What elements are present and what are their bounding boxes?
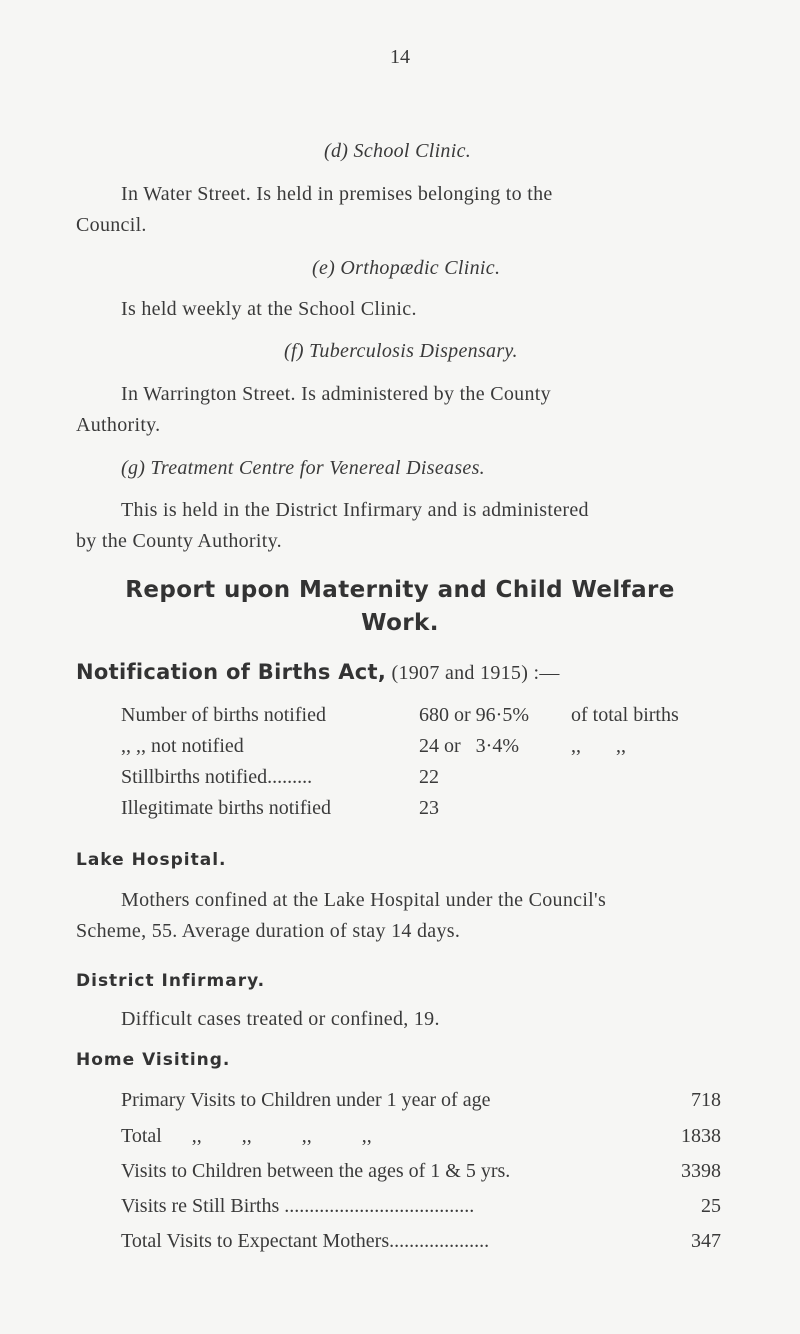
notification-row <box>121 766 721 796</box>
section-title: Orthopædic Clinic. <box>340 257 501 279</box>
lake-hospital-text-1: Mothers confined at the Lake Hospital under the Council's <box>121 889 607 911</box>
vd-centre-text-1: This is held in the District Infirmary and is administered <box>121 499 589 521</box>
report-heading-line1: Report upon Maternity and Child Welfare <box>125 577 675 603</box>
school-clinic-heading <box>324 140 471 163</box>
visiting-row <box>121 1089 721 1119</box>
school-clinic-text-2: Council. <box>76 214 147 236</box>
vd-centre-heading <box>121 457 485 480</box>
notification-row <box>121 735 721 765</box>
row-value: 23 <box>419 797 439 819</box>
lake-hospital-text-2: Scheme, 55. Average duration of stay 14 days. <box>76 920 461 942</box>
school-clinic-text-1: In Water Street. Is held in premises belonging to the <box>121 183 553 205</box>
row-suffix: ,, ,, <box>571 735 626 757</box>
row-suffix: of total births <box>571 704 679 726</box>
vd-centre-text-2: by the County Authority. <box>76 530 282 552</box>
visiting-row <box>121 1160 721 1190</box>
row-value: 680 or 96·5% <box>419 704 529 726</box>
row-label: Illegitimate births notified <box>121 797 331 819</box>
notification-row <box>121 704 721 734</box>
page-number: 14 <box>390 46 410 68</box>
row-label: Primary Visits to Children under 1 year of age <box>121 1089 491 1111</box>
row-label: Visits re Still Births ...................................... <box>121 1195 475 1217</box>
visiting-row <box>121 1195 721 1225</box>
ortho-clinic-text-1: Is held weekly at the School Clinic. <box>121 298 417 320</box>
row-value: 1838 <box>681 1125 721 1147</box>
row-label: Total Visits to Expectant Mothers.................... <box>121 1230 490 1252</box>
report-heading-line2: Work. <box>361 610 439 636</box>
row-label: Visits to Children between the ages of 1 & 5 yrs. <box>121 1160 511 1182</box>
row-value: 24 or 3·4% <box>419 735 519 757</box>
row-label: Total ,, ,, ,, ,, <box>121 1125 372 1147</box>
visiting-row <box>121 1230 721 1260</box>
section-title: School Clinic. <box>353 140 472 162</box>
row-value: 718 <box>691 1089 721 1111</box>
section-title: Treatment Centre for Venereal Diseases. <box>150 457 485 479</box>
row-label: ,, ,, not notified <box>121 735 244 757</box>
tb-dispensary-text-1: In Warrington Street. Is administered by the County <box>121 383 551 405</box>
lake-hospital-heading: Lake Hospital. <box>76 850 227 870</box>
section-letter: (e) <box>312 257 336 279</box>
row-value: 25 <box>701 1195 721 1217</box>
tb-dispensary-heading <box>284 340 518 363</box>
row-value: 3398 <box>681 1160 721 1182</box>
ortho-clinic-heading <box>312 257 500 280</box>
row-value: 347 <box>691 1230 721 1252</box>
visiting-row <box>121 1125 721 1155</box>
section-title: Tuberculosis Dispensary. <box>309 340 518 362</box>
district-infirmary-heading: District Infirmary. <box>76 971 266 991</box>
section-letter: (g) <box>121 457 146 479</box>
notification-heading-bold: Notification of Births Act, <box>76 660 387 684</box>
district-infirmary-text: Difficult cases treated or confined, 19. <box>121 1008 440 1030</box>
notification-heading-rest: (1907 and 1915) :— <box>391 662 560 684</box>
notification-row <box>121 797 721 827</box>
notification-heading <box>76 660 560 685</box>
row-label: Number of births notified <box>121 704 326 726</box>
section-letter: (f) <box>284 340 304 362</box>
home-visiting-heading: Home Visiting. <box>76 1050 231 1070</box>
tb-dispensary-text-2: Authority. <box>76 414 161 436</box>
row-value: 22 <box>419 766 439 788</box>
row-label: Stillbirths notified......... <box>121 766 313 788</box>
section-letter: (d) <box>324 140 349 162</box>
